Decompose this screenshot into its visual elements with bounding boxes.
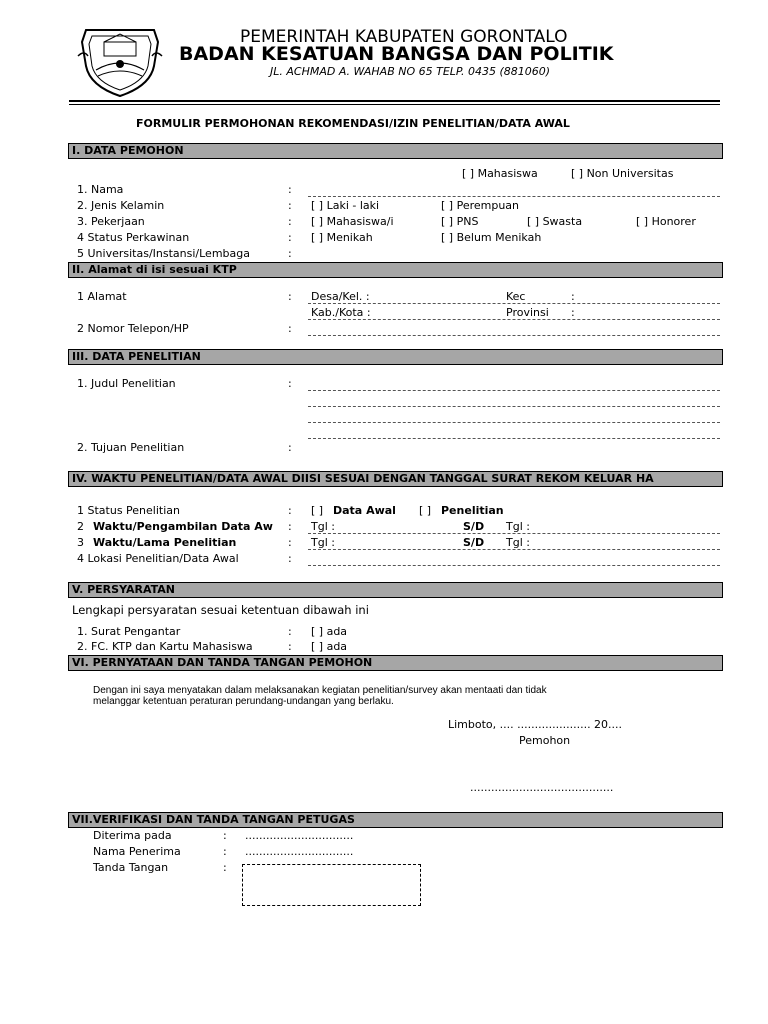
pemohon-signature-line[interactable]: ......................................... (470, 781, 614, 794)
label-sd: S/D (463, 520, 485, 533)
section-persyaratan-header: V. PERSYARATAN (68, 582, 723, 598)
statement-line-1: Dengan ini saya menyatakan dalam melaksanakan kegiatan penelitian/survey akan mentaati dan tidak (93, 685, 547, 696)
colon: : (288, 536, 292, 549)
option-mahasiswa[interactable]: [ ] Mahasiswa (462, 167, 538, 180)
label-lokasi-penelitian: 4 Lokasi Penelitian/Data Awal (77, 552, 239, 565)
colon: : (288, 640, 292, 653)
label-tgl-start: Tgl : (311, 536, 335, 549)
label-alamat: 1 Alamat (77, 290, 127, 303)
label-waktu-pengambilan: Waktu/Pengambilan Data Aw (93, 520, 273, 533)
judul-field-line[interactable] (308, 422, 720, 423)
colon: : (223, 829, 227, 842)
statement-line-2: melanggar ketentuan peraturan perundang-undangan yang berlaku. (93, 696, 394, 707)
option-penelitian[interactable]: Penelitian (441, 504, 504, 517)
row-number: 3 (77, 536, 84, 549)
colon: : (288, 247, 292, 260)
label-kab-kota: Kab./Kota : (311, 306, 371, 319)
section-alamat-header: II. Alamat di isi sesuai KTP (68, 262, 723, 278)
option-laki-laki[interactable]: [ ] Laki - laki (311, 199, 380, 212)
label-pekerjaan: 3. Pekerjaan (77, 215, 145, 228)
colon: : (223, 845, 227, 858)
option-mahasiswa-i[interactable]: [ ] Mahasiswa/i (311, 215, 394, 228)
option-perempuan[interactable]: [ ] Perempuan (441, 199, 520, 212)
colon: : (571, 290, 575, 303)
label-provinsi: Provinsi (506, 306, 549, 319)
colon: : (288, 290, 292, 303)
section-pernyataan-header: VI. PERNYATAAN DAN TANDA TANGAN PEMOHON (68, 655, 723, 671)
judul-field-line[interactable] (308, 390, 720, 391)
label-diterima-pada: Diterima pada (93, 829, 172, 842)
header-agency-name: BADAN KESATUAN BANGSA DAN POLITIK (179, 43, 614, 65)
colon: : (288, 199, 292, 212)
judul-field-line[interactable] (308, 438, 720, 439)
pemohon-label: Pemohon (519, 734, 571, 747)
lokasi-field[interactable] (308, 565, 720, 566)
label-jenis-kelamin: 2. Jenis Kelamin (77, 199, 165, 212)
colon: : (288, 504, 292, 517)
colon: : (288, 215, 292, 228)
signature-box[interactable] (242, 864, 421, 906)
option-honorer[interactable]: [ ] Honorer (636, 215, 696, 228)
checkbox-penelitian[interactable]: [ ] (419, 504, 432, 517)
label-fc-ktp: 2. FC. KTP dan Kartu Mahasiswa (77, 640, 253, 653)
colon: : (571, 306, 575, 319)
label-desa-kel: Desa/Kel. : (311, 290, 370, 303)
label-judul-penelitian: 1. Judul Penelitian (77, 377, 176, 390)
section-verifikasi-header: VII.VERIFIKASI DAN TANDA TANGAN PETUGAS (68, 812, 723, 828)
nomor-telepon-field[interactable] (308, 335, 720, 336)
label-tgl-end: Tgl : (506, 520, 530, 533)
colon: : (288, 231, 292, 244)
label-status-penelitian: 1 Status Penelitian (77, 504, 180, 517)
regency-emblem-logo (74, 26, 166, 98)
nama-field[interactable] (308, 196, 720, 197)
label-tujuan-penelitian: 2. Tujuan Penelitian (77, 441, 185, 454)
label-surat-pengantar: 1. Surat Pengantar (77, 625, 181, 638)
option-pns[interactable]: [ ] PNS (441, 215, 479, 228)
colon: : (288, 441, 292, 454)
label-nomor-telepon: 2 Nomor Telepon/HP (77, 322, 189, 335)
place-date: Limboto, .... ..................... 20.... (448, 718, 623, 731)
label-status-perkawinan: 4 Status Perkawinan (77, 231, 190, 244)
form-title: FORMULIR PERMOHONAN REKOMENDASI/IZIN PENELITIAN/DATA AWAL (136, 117, 570, 130)
nama-penerima-field[interactable]: ............................... (245, 845, 354, 858)
header-address: JL. ACHMAD A. WAHAB NO 65 TELP. 0435 (881060) (270, 65, 551, 78)
option-data-awal[interactable]: Data Awal (333, 504, 396, 517)
option-non-universitas[interactable]: [ ] Non Universitas (571, 167, 674, 180)
desa-kel-field[interactable] (308, 303, 720, 304)
section-data-penelitian-header: III. DATA PENELITIAN (68, 349, 723, 365)
waktu-lama-field[interactable] (308, 549, 720, 550)
colon: : (288, 322, 292, 335)
row-number: 2 (77, 520, 84, 533)
label-tgl-end: Tgl : (506, 536, 530, 549)
checkbox-data-awal[interactable]: [ ] (311, 504, 324, 517)
colon: : (288, 377, 292, 390)
label-tanda-tangan: Tanda Tangan (93, 861, 169, 874)
option-menikah[interactable]: [ ] Menikah (311, 231, 373, 244)
label-waktu-lama: Waktu/Lama Penelitian (93, 536, 237, 549)
label-universitas: 5 Universitas/Instansi/Lembaga (77, 247, 250, 260)
diterima-pada-field[interactable]: ............................... (245, 829, 354, 842)
header-government-name: PEMERINTAH KABUPATEN GORONTALO (240, 27, 568, 47)
header-divider (69, 100, 720, 102)
colon: : (288, 520, 292, 533)
colon: : (288, 552, 292, 565)
label-kec: Kec (506, 290, 526, 303)
label-nama-penerima: Nama Penerima (93, 845, 181, 858)
option-swasta[interactable]: [ ] Swasta (527, 215, 583, 228)
label-sd: S/D (463, 536, 485, 549)
section-data-pemohon-header: I. DATA PEMOHON (68, 143, 723, 159)
label-tgl-start: Tgl : (311, 520, 335, 533)
header-divider-thin (69, 104, 720, 105)
judul-field-line[interactable] (308, 406, 720, 407)
colon: : (223, 861, 227, 874)
colon: : (288, 625, 292, 638)
option-belum-menikah[interactable]: [ ] Belum Menikah (441, 231, 542, 244)
checkbox-ktp-ada[interactable]: [ ] ada (311, 640, 348, 653)
kab-kota-field[interactable] (308, 319, 720, 320)
persyaratan-intro: Lengkapi persyaratan sesuai ketentuan dibawah ini (72, 603, 369, 617)
waktu-pengambilan-field[interactable] (308, 533, 720, 534)
section-waktu-penelitian-header: IV. WAKTU PENELITIAN/DATA AWAL DIISI SESUAI DENGAN TANGGAL SURAT REKOM KELUAR HA (68, 471, 723, 487)
colon: : (288, 183, 292, 196)
checkbox-surat-ada[interactable]: [ ] ada (311, 625, 348, 638)
label-nama: 1. Nama (77, 183, 124, 196)
